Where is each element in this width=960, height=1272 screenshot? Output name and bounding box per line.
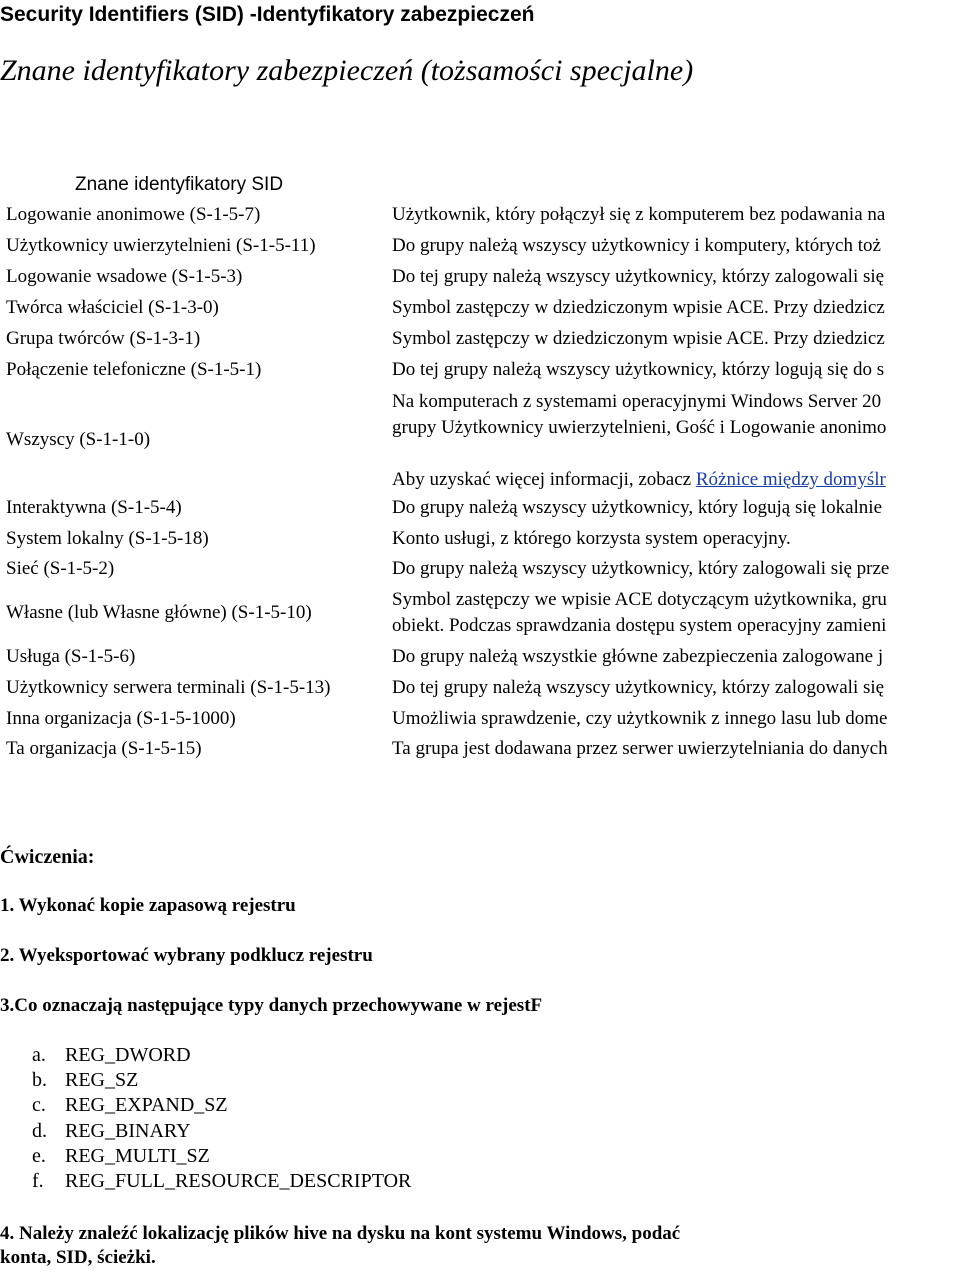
task-3: 3.Co oznaczają następujące typy danych przechowywane w rejestF	[0, 995, 543, 1016]
description-text: Użytkownik, który połączył się z komputerem bez podawania na	[392, 204, 886, 225]
description-text: Konto usługi, z którego korzysta system operacyjny.	[392, 528, 791, 549]
sid-name: Sieć (S-1-5-2)	[6, 558, 115, 579]
sid-description	[392, 202, 960, 228]
description-line	[392, 357, 960, 383]
sid-name: System lokalny (S-1-5-18)	[6, 527, 209, 549]
task-4	[0, 1222, 680, 1270]
sid-description	[392, 295, 960, 321]
description-text: Na komputerach z systemami operacyjnymi Windows Server 20	[392, 391, 882, 412]
table-header: Znane identyfikatory SID	[75, 174, 284, 195]
item-marker: c.	[32, 1094, 46, 1117]
table-row	[0, 641, 960, 672]
description-line	[392, 556, 960, 582]
sid-name: Usługa (S-1-5-6)	[6, 645, 136, 667]
sid-name: Inna organizacja (S-1-5-1000)	[6, 707, 236, 729]
description-line	[392, 526, 960, 552]
description-text: Symbol zastępczy w dziedziczonym wpisie ACE. Przy dziedzicz	[392, 328, 885, 349]
description-text: Do grupy należą wszyscy użytkownicy, który logują się lokalnie	[392, 497, 883, 518]
description-line	[392, 415, 960, 441]
task-2: 2. Wyeksportować wybrany podklucz rejestru	[0, 945, 373, 966]
data-type-item	[32, 1068, 411, 1093]
sid-name: Grupa twórców (S-1-3-1)	[6, 327, 201, 349]
description-text: Ta grupa jest dodawana przez serwer uwierzytelniania do danych	[392, 738, 888, 759]
description-text: Symbol zastępczy we wpisie ACE dotyczącym użytkownika, gru	[392, 589, 887, 610]
item-marker: f.	[32, 1170, 44, 1193]
description-line	[392, 467, 960, 493]
item-text: REG_BINARY	[65, 1119, 191, 1142]
sid-name: Użytkownicy uwierzytelnieni (S-1-5-11)	[6, 234, 316, 256]
table-row	[0, 354, 960, 386]
sid-description	[392, 587, 960, 639]
description-text: Symbol zastępczy w dziedziczonym wpisie ACE. Przy dziedzicz	[392, 297, 885, 318]
task-1: 1. Wykonać kopie zapasową rejestru	[0, 895, 296, 916]
table-row	[0, 323, 960, 354]
differences-link[interactable]: Różnice między domyślr	[695, 469, 886, 490]
table-row	[0, 554, 960, 584]
item-text: REG_DWORD	[65, 1044, 191, 1066]
table-row	[0, 292, 960, 323]
sid-name: Własne (lub Własne główne) (S-1-5-10)	[6, 601, 312, 623]
data-type-list	[32, 1043, 411, 1194]
sid-name: Twórca właściciel (S-1-3-0)	[6, 296, 219, 318]
description-line	[392, 441, 960, 467]
table-row	[0, 703, 960, 734]
table-row	[0, 386, 960, 493]
sid-description	[392, 736, 960, 762]
item-text: REG_EXPAND_SZ	[65, 1094, 228, 1117]
sid-description	[392, 644, 960, 670]
description-line	[392, 736, 960, 762]
sid-description	[392, 556, 960, 582]
description-line	[392, 264, 960, 290]
item-text: REG_SZ	[65, 1069, 139, 1092]
item-text: REG_FULL_RESOURCE_DESCRIPTOR	[65, 1170, 412, 1193]
data-type-item	[32, 1043, 411, 1068]
sid-description	[392, 389, 960, 493]
sid-description	[392, 495, 960, 521]
section-title: Znane identyfikatory zabezpieczeń (tożsamości specjalne)	[0, 54, 694, 87]
item-text: REG_MULTI_SZ	[65, 1144, 210, 1167]
sid-description	[392, 675, 960, 701]
table-row	[0, 230, 960, 261]
table-row	[0, 493, 960, 523]
sid-description	[392, 706, 960, 732]
description-text: Do tej grupy należą wszyscy użytkownicy, którzy zalogowali się	[392, 677, 885, 698]
sid-description	[392, 526, 960, 552]
exercises-heading: Ćwiczenia:	[0, 846, 95, 868]
data-type-item	[32, 1169, 411, 1194]
data-type-item	[32, 1119, 411, 1144]
table-row	[0, 261, 960, 292]
data-type-item	[32, 1144, 411, 1169]
sid-description	[392, 357, 960, 383]
item-marker: a.	[32, 1044, 46, 1066]
sid-name: Logowanie anonimowe (S-1-5-7)	[6, 204, 261, 225]
description-text: Do tej grupy należą wszyscy użytkownicy, którzy zalogowali się	[392, 266, 885, 287]
task-4-line-1: 4. Należy znaleźć lokalizację plików hive na dysku na kont systemu Windows, podać	[0, 1223, 681, 1244]
description-text: grupy Użytkownicy uwierzytelnieni, Gość i Logowanie anonimo	[392, 417, 887, 438]
description-text: Umożliwia sprawdzenie, czy użytkownik z innego lasu lub dome	[392, 708, 888, 729]
description-text: Do grupy należą wszyscy użytkownicy i komputery, których toż	[392, 235, 881, 256]
description-line	[392, 389, 960, 415]
table-row	[0, 734, 960, 764]
table-row	[0, 672, 960, 703]
sid-name: Interaktywna (S-1-5-4)	[6, 497, 182, 518]
description-line	[392, 675, 960, 701]
description-line	[392, 495, 960, 521]
item-marker: e.	[32, 1144, 46, 1167]
sid-name: Wszyscy (S-1-1-0)	[6, 428, 151, 450]
description-text: obiekt. Podczas sprawdzania dostępu system operacyjny zamieni	[392, 615, 887, 636]
table-row	[0, 200, 960, 230]
task-4-line-2: konta, SID, ścieżki.	[0, 1247, 156, 1268]
sid-description	[392, 264, 960, 290]
table-row	[0, 584, 960, 641]
sid-description	[392, 233, 960, 259]
sid-name: Logowanie wsadowe (S-1-5-3)	[6, 265, 243, 287]
table-row	[0, 523, 960, 554]
description-line	[392, 202, 960, 228]
item-marker: d.	[32, 1119, 47, 1142]
description-text: Do tej grupy należą wszyscy użytkownicy, którzy logują się do s	[392, 359, 885, 380]
sid-name: Ta organizacja (S-1-5-15)	[6, 738, 202, 759]
description-text: Aby uzyskać więcej informacji, zobacz	[392, 469, 696, 490]
document-title: Security Identifiers (SID) -Identyfikatory zabezpieczeń	[0, 3, 535, 26]
description-line	[392, 644, 960, 670]
description-line	[392, 613, 960, 639]
sid-name: Użytkownicy serwera terminali (S-1-5-13)	[6, 676, 331, 698]
description-line	[392, 587, 960, 613]
sid-name: Połączenie telefoniczne (S-1-5-1)	[6, 359, 262, 380]
description-line	[392, 295, 960, 321]
item-marker: b.	[32, 1069, 47, 1092]
description-text: Do grupy należą wszystkie główne zabezpieczenia zalogowane j	[392, 646, 884, 667]
description-line	[392, 326, 960, 352]
description-line	[392, 706, 960, 732]
sid-description	[392, 326, 960, 352]
description-line	[392, 233, 960, 259]
data-type-item	[32, 1093, 411, 1118]
description-text: Do grupy należą wszyscy użytkownicy, który zalogowali się prze	[392, 558, 890, 579]
